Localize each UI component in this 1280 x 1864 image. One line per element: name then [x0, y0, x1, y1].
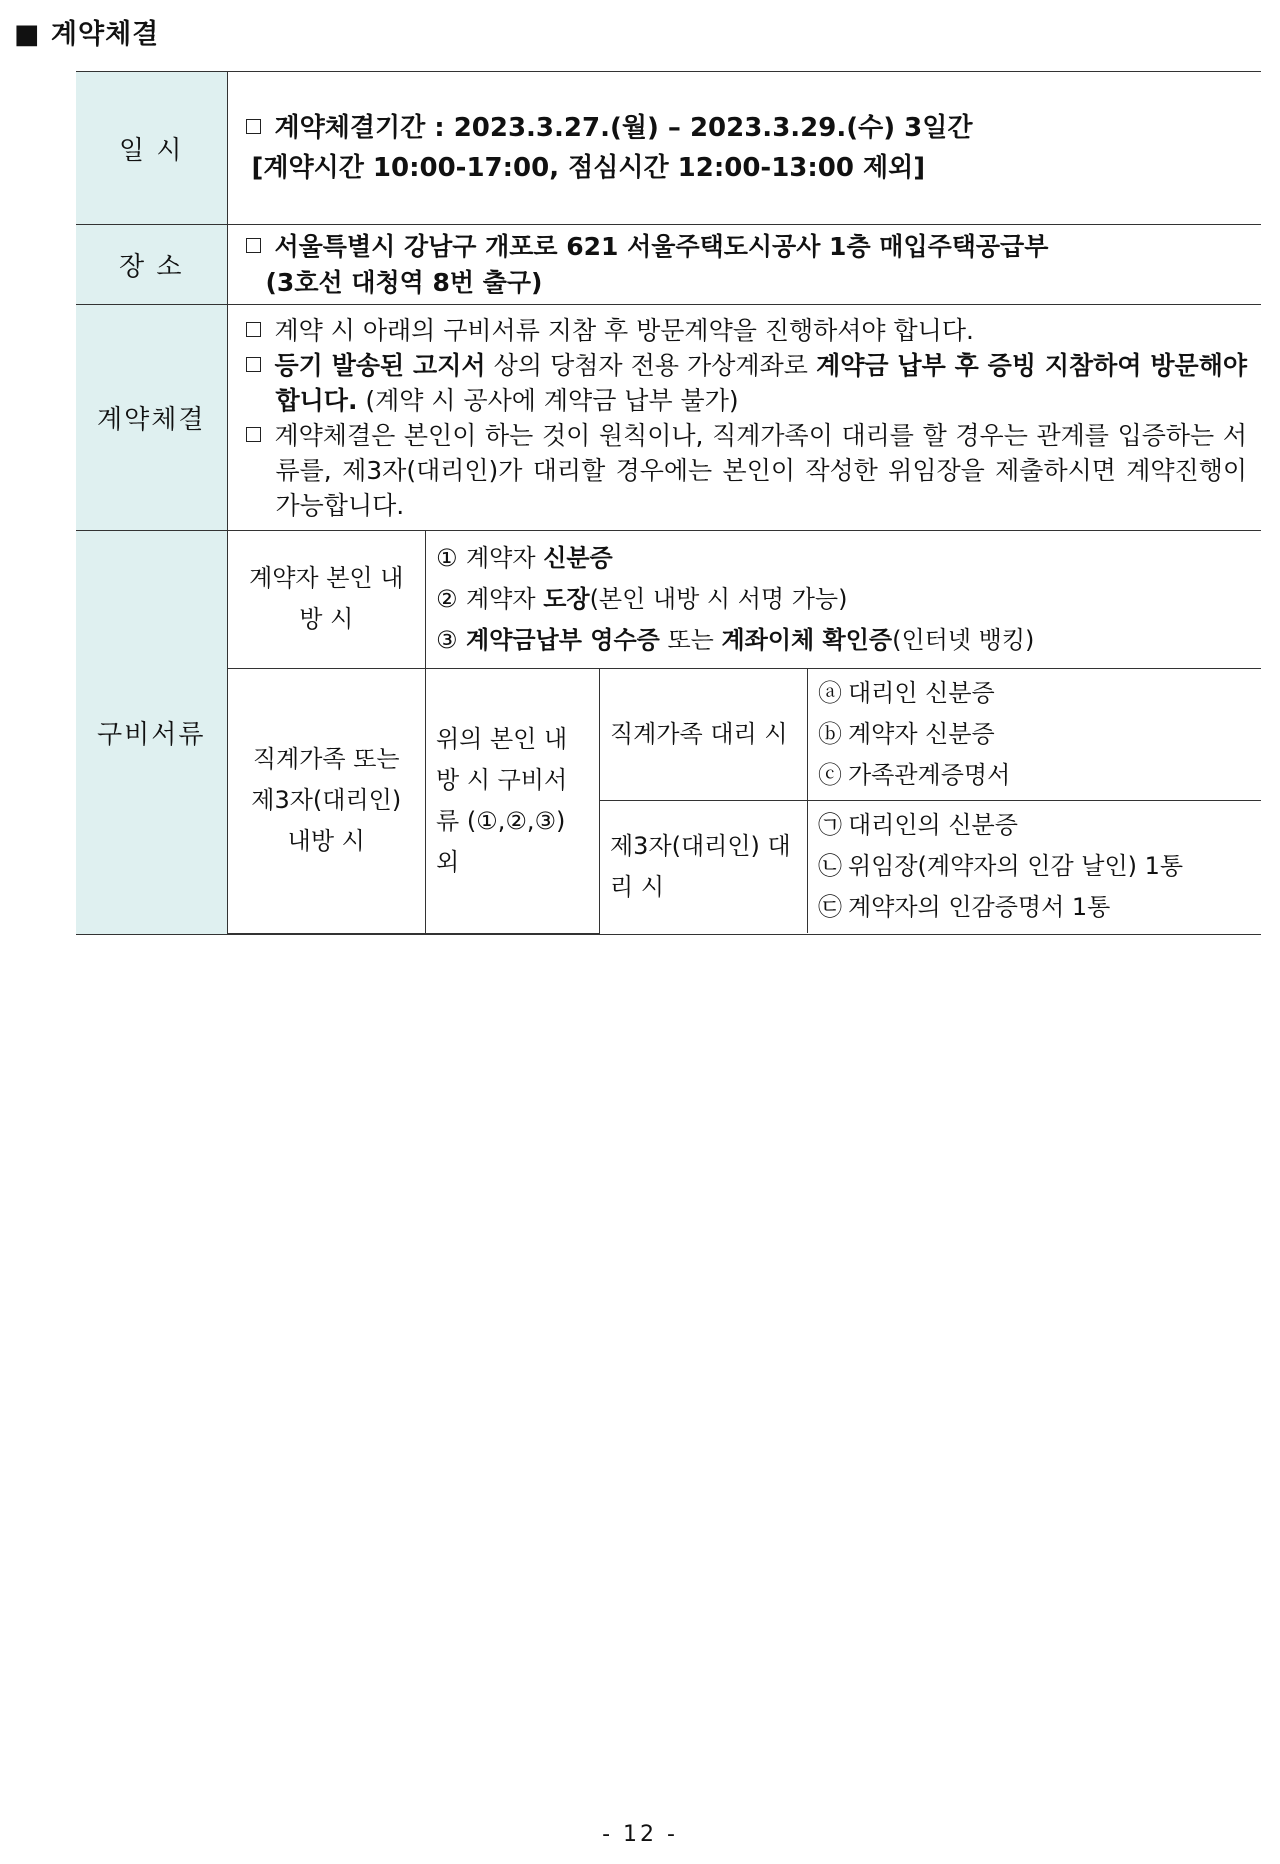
place-address: 서울특별시 강남구 개포로 621 서울주택도시공사 1층 매입주택공급부: [274, 231, 1049, 261]
schedule-row: [76, 72, 1261, 225]
self-item-2: ② 계약자 도장(본인 내방 시 서명 가능): [436, 584, 848, 613]
checkbox-icon: [246, 238, 261, 253]
checkbox-icon: [246, 427, 261, 442]
schedule-hours: [계약시간 10:00-17:00, 점심시간 12:00-13:00 제외]: [251, 153, 926, 183]
self-visit-label: 계약자 본인 내방 시: [228, 531, 426, 668]
section-title-text: 계약체결: [50, 19, 160, 50]
place-content: [227, 225, 1261, 305]
contract-item-2: 등기 발송된 고지서 상의 당첨자 전용 가상계좌로 계약금 납부 후 증빙 지참하여 방문해야 합니다. (계약 시 공사에 계약금 납부 불가): [246, 348, 1248, 418]
contract-info-table: [76, 71, 1261, 935]
contract-content: [227, 305, 1261, 531]
place-row: [76, 225, 1261, 305]
documents-content: [227, 531, 1261, 935]
proxy-visit-label: 직계가족 또는 제3자(대리인) 내방 시: [228, 668, 426, 933]
page-number: - 12 -: [602, 1822, 678, 1847]
third-party-items: ㉠ 대리인의 신분증 ㉡ 위임장(계약자의 인감 날인) 1통 ㉢ 계약자의 인감증명서 1통: [808, 800, 1262, 933]
place-label: 장 소: [76, 225, 227, 305]
self-item-3: ③ 계약금납부 영수증 또는 계좌이체 확인증(인터넷 뱅킹): [436, 625, 1035, 654]
documents-table: [228, 531, 1262, 934]
schedule-period: 계약체결기간 : 2023.3.27.(월) – 2023.3.29.(수) 3일간: [274, 113, 973, 143]
self-visit-items: [426, 531, 1262, 668]
checkbox-icon: [246, 119, 261, 134]
checkbox-icon: [246, 357, 261, 372]
place-directions: (3호선 대청역 8번 출구): [265, 267, 543, 297]
schedule-label: 일 시: [76, 72, 227, 225]
proxy-common-docs: 위의 본인 내방 시 구비서류 (①,②,③) 외: [426, 668, 600, 933]
documents-label: 구비서류: [76, 531, 227, 935]
section-title: [14, 12, 159, 51]
third-party-label: 제3자(대리인) 대리 시: [600, 800, 808, 933]
contract-row: [76, 305, 1261, 531]
self-item-1: ① 계약자 신분증: [436, 543, 613, 572]
contract-item-1: 계약 시 아래의 구비서류 지참 후 방문계약을 진행하셔야 합니다.: [274, 315, 974, 345]
schedule-content: [227, 72, 1261, 225]
square-icon: ■: [14, 19, 41, 50]
checkbox-icon: [246, 322, 261, 337]
contract-label: 계약체결: [76, 305, 227, 531]
family-proxy-label: 직계가족 대리 시: [600, 668, 808, 800]
family-proxy-items: ⓐ 대리인 신분증 ⓑ 계약자 신분증 ⓒ 가족관계증명서: [808, 668, 1262, 800]
documents-row: [76, 531, 1261, 935]
contract-item-3: 계약체결은 본인이 하는 것이 원칙이나, 직계가족이 대리를 할 경우는 관계를 입증하는 서류를, 제3자(대리인)가 대리할 경우에는 본인이 작성한 위임장을 제출하시면 계약진행이 가능합니다.: [246, 418, 1248, 523]
